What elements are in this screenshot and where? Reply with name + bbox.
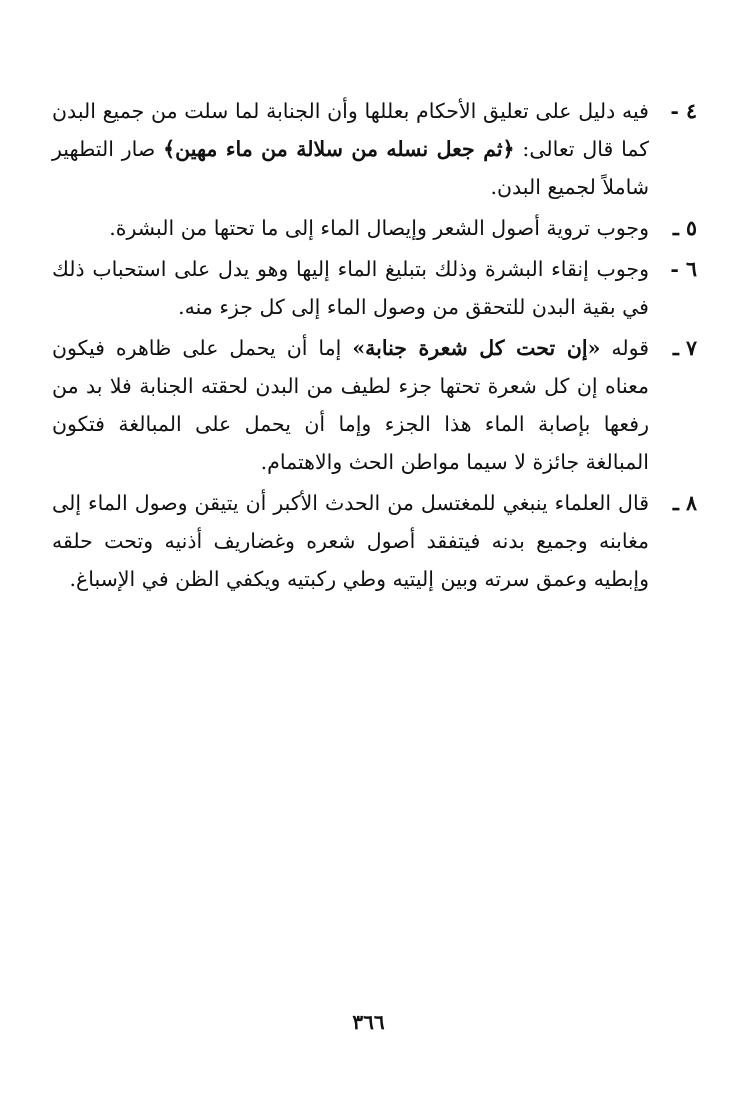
quran-quote: ﴿ثم جعل نسله من سلالة من ماء مهين﴾ — [163, 137, 515, 161]
note-text-part: قال العلماء ينبغي للمغتسل من الحدث الأكبر أن يتيقن وصول الماء إلى مغابنه وجميع بدنه فيتفقد أصول شعره وغضاريف أذنيه وتحت حلقه وإبطيه وعمق سرته وبين إليتيه وطي ركبتيه ويكفي الظن في الإسباغ. — [52, 491, 649, 591]
note-text-part: فيه دليل على تعليق الأحكام بعللها وأن الجنابة لما سلت من جميع البدن كما قال تعالى: — [52, 99, 649, 161]
note-number: ٨ ـ — [672, 491, 697, 515]
note-item — [52, 329, 697, 481]
note-text-part: وجوب تروية أصول الشعر وإيصال الماء إلى ما تحتها من البشرة. — [109, 216, 649, 240]
note-item — [52, 250, 697, 326]
notes-list — [52, 92, 697, 601]
note-text-part: إما أن يحمل على ظاهره فيكون معناه إن كل شعرة تحتها جزء لطيف من البدن لحقته الجنابة فلا بد من رفعها بإصابة الماء هذا الجزء وإما أن يحمل على المبالغة فتكون المبالغة جائزة لا سيما مواطن الحث والاهتمام. — [52, 336, 649, 474]
note-text — [52, 92, 649, 206]
note-item — [52, 484, 697, 598]
note-text — [52, 209, 649, 247]
note-number: ٧ ـ — [672, 336, 697, 360]
note-text-part: صار التطهير شاملاً لجميع البدن. — [52, 137, 649, 199]
page-number: ٣٦٦ — [352, 1010, 385, 1034]
note-text — [52, 329, 649, 481]
note-number: ٥ ـ — [672, 216, 697, 240]
note-number: ٤ - — [670, 99, 697, 123]
note-text — [52, 250, 649, 326]
note-text-part: قوله — [600, 336, 649, 360]
hadith-quote: «إن تحت كل شعرة جنابة» — [352, 336, 601, 360]
note-text-part: وجوب إنقاء البشرة وذلك بتبليغ الماء إليها وهو يدل على استحباب ذلك في بقية البدن للتحقق من وصول الماء إلى كل جزء منه. — [52, 257, 649, 319]
note-number: ٦ - — [670, 257, 697, 281]
note-item — [52, 209, 697, 247]
note-text — [52, 484, 649, 598]
note-item — [52, 92, 697, 206]
